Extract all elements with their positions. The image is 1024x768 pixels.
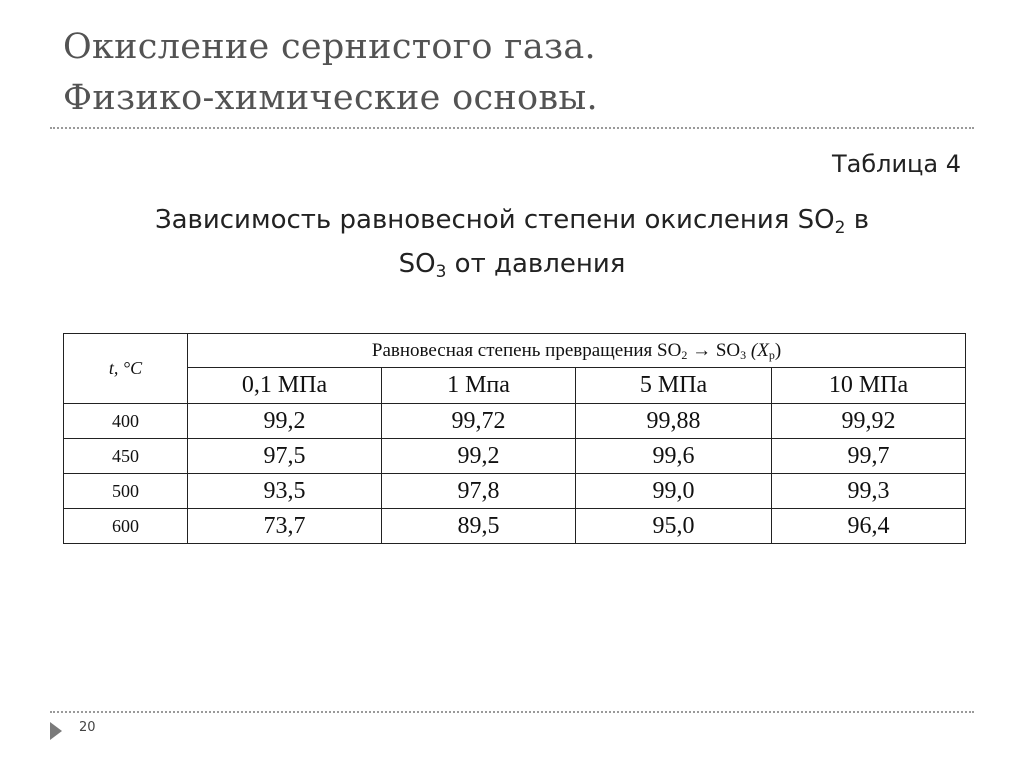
title-line-1: Окисление сернистого газа.: [63, 27, 596, 67]
value-cell: 95,0: [576, 509, 772, 544]
value-cell: 89,5: [382, 509, 576, 544]
pressure-header: 1 Мпа: [382, 368, 576, 404]
conversion-header-end: ): [774, 339, 782, 361]
conversion-header-sub-2: 3: [740, 347, 747, 362]
slide-title: [63, 22, 963, 124]
caption-text-2: в: [845, 205, 870, 235]
pressure-header: 10 МПа: [772, 368, 966, 404]
equilibrium-table: [63, 333, 966, 544]
conversion-header: [188, 334, 966, 368]
value-cell: 99,88: [576, 404, 772, 439]
value-cell: 97,8: [382, 474, 576, 509]
caption-subscript-1: 2: [834, 218, 846, 238]
triangle-bullet-icon: [50, 722, 62, 740]
caption-text-3: SO: [398, 249, 436, 279]
title-line-2: Физико-химические основы.: [63, 78, 598, 118]
value-cell: 99,2: [188, 404, 382, 439]
value-cell: 73,7: [188, 509, 382, 544]
temperature-header: [64, 334, 188, 404]
value-cell: 99,2: [382, 439, 576, 474]
value-cell: 99,72: [382, 404, 576, 439]
value-cell: 99,7: [772, 439, 966, 474]
conversion-header-sub-3: р: [768, 347, 775, 362]
pressure-header: 0,1 МПа: [188, 368, 382, 404]
value-cell: 99,0: [576, 474, 772, 509]
temperature-cell: 600: [64, 509, 188, 544]
value-cell: 93,5: [188, 474, 382, 509]
value-cell: 97,5: [188, 439, 382, 474]
caption-subscript-2: 3: [435, 262, 447, 282]
table-row: [64, 439, 966, 474]
conversion-header-arrow: → SO: [687, 339, 741, 361]
table-row: [64, 509, 966, 544]
value-cell: 99,6: [576, 439, 772, 474]
temperature-cell: 500: [64, 474, 188, 509]
table-number: Таблица 4: [831, 150, 961, 178]
title-divider: [50, 127, 974, 129]
conversion-header-symbol: (X: [746, 339, 769, 361]
value-cell: 96,4: [772, 509, 966, 544]
pressure-header: 5 МПа: [576, 368, 772, 404]
value-cell: 99,3: [772, 474, 966, 509]
temperature-cell: 450: [64, 439, 188, 474]
table-row: [64, 404, 966, 439]
temperature-header-text: t, °C: [108, 358, 143, 378]
value-cell: 99,92: [772, 404, 966, 439]
caption-text-4: от давления: [446, 249, 626, 279]
table-row: [64, 474, 966, 509]
caption-text-1: Зависимость равновесной степени окисления SO: [154, 205, 835, 235]
footer-divider: [50, 711, 974, 713]
page-number: 20: [79, 720, 96, 735]
conversion-header-sub-1: 2: [681, 347, 688, 362]
conversion-header-text: Равновесная степень превращения SO: [371, 339, 682, 361]
table-caption: [40, 198, 984, 286]
temperature-cell: 400: [64, 404, 188, 439]
